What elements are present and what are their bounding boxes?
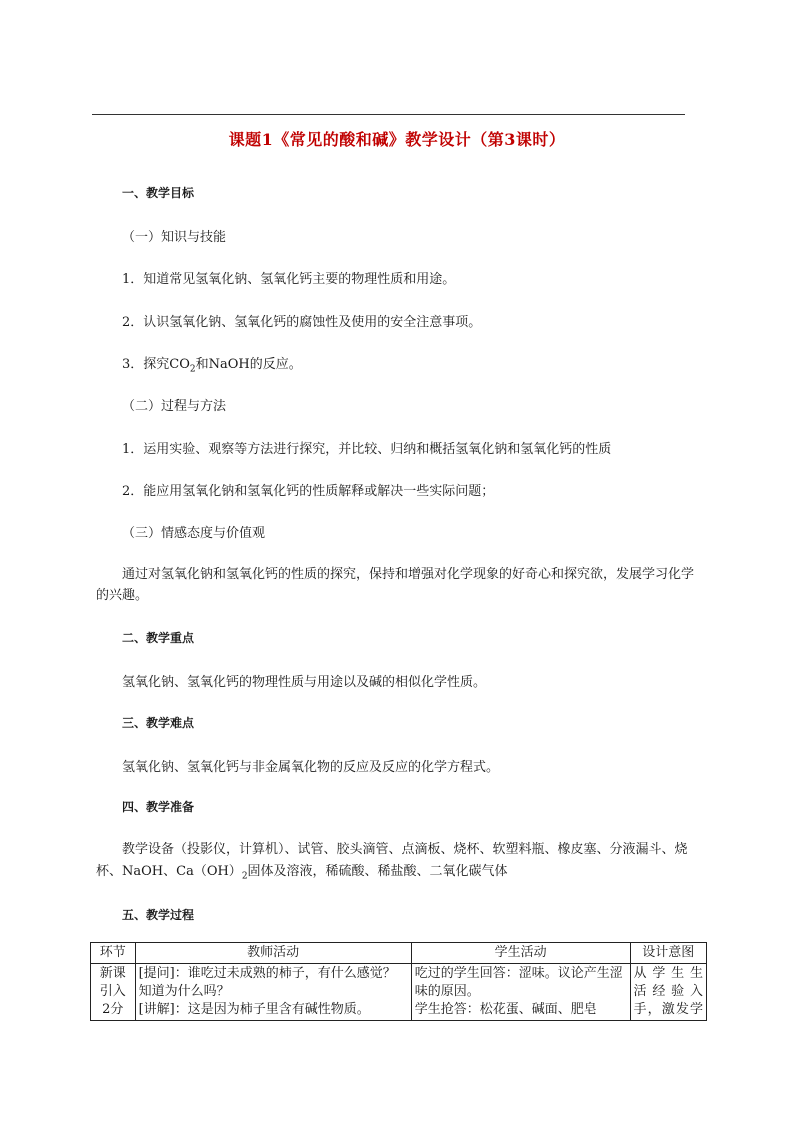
goal-item-3-subscript: 2 [189,364,196,375]
goal-item-3-suffix: 和NaOH的反应。 [195,357,302,372]
preparation-text-prefix: 教学设备（投影仪，计算机）、试管、胶头滴管、点滴板、烧杯、软塑料瓶、橡皮塞、分液漏斗、烧杯、NaOH、Ca（OH） [96,842,688,879]
header-rule [92,114,685,115]
teaching-process-table [90,942,707,1021]
cell-design-intent [630,964,707,1021]
section-heading-goals: 一、教学目标 [122,186,195,200]
cell-segment [91,964,136,1021]
segment-line: 引入 [99,984,126,999]
table-header-row [91,943,707,964]
process-item-2: 2．能应用氢氧化钠和氢氧化钙的性质解释或解决一些实际问题； [122,484,495,499]
process-item-1: 1．运用实验、观察等方法进行探究，并比较、归纳和概括氢氧化钠和氢氧化钙的性质 [122,442,612,457]
table-row [91,964,707,1021]
goal-item-3 [122,353,302,375]
header-student-activity: 学生活动 [411,943,630,964]
section-heading-difficulties: 三、教学难点 [122,716,195,730]
intent-line: 手，激发学 [633,1002,703,1017]
cell-student-activity [411,964,630,1021]
subheading-knowledge: （一）知识与技能 [122,230,227,245]
intent-line: 活经验入 [633,984,703,999]
student-line: 吃过的学生回答：涩味。议论产生涩味的原因。 [414,966,623,999]
section-heading-process: 五、教学过程 [122,908,195,922]
document-title: 课题1《常见的酸和碱》教学设计（第3课时） [228,130,566,149]
preparation-text-subscript: 2 [241,871,248,882]
segment-line: 新课 [99,966,126,981]
cell-teacher-activity [135,964,411,1021]
goal-item-3-prefix: 3．探究CO [122,357,190,372]
intent-line: 从学生生 [633,966,703,981]
student-line: 学生抢答：松花蛋、碱面、肥皂 [414,1002,597,1017]
preparation-text [96,839,704,888]
section-heading-preparation: 四、教学准备 [122,800,195,814]
segment-line: 2分 [102,1002,124,1017]
key-points-text: 氢氧化钠、氢氧化钙的物理性质与用途以及碱的相似化学性质。 [122,675,487,690]
teacher-line: [讲解]：这是因为柿子里含有碱性物质。 [138,1002,370,1017]
preparation-text-suffix: 固体及溶液，稀硫酸、稀盐酸、二氧化碳气体 [247,864,508,879]
goal-item-2: 2．认识氢氧化钠、氢氧化钙的腐蚀性及使用的安全注意事项。 [122,315,482,330]
teacher-line: [提问]：谁吃过未成熟的柿子，有什么感觉？知道为什么吗？ [138,966,396,999]
subheading-attitude: （三）情感态度与价值观 [122,526,266,541]
header-design-intent: 设计意图 [630,943,707,964]
section-heading-key-points: 二、教学重点 [122,631,195,645]
subheading-process: （二）过程与方法 [122,399,227,414]
difficulties-text: 氢氧化钠、氢氧化钙与非金属氧化物的反应及反应的化学方程式。 [122,760,500,775]
attitude-paragraph: 通过对氢氧化钠和氢氧化钙的性质的探究，保持和增强对化学现象的好奇心和探究欲，发展学习化学的兴趣。 [96,567,695,603]
header-teacher-activity: 教师活动 [135,943,411,964]
header-segment: 环节 [91,943,136,964]
goal-item-1: 1．知道常见氢氧化钠、氢氧化钙主要的物理性质和用途。 [122,272,456,287]
